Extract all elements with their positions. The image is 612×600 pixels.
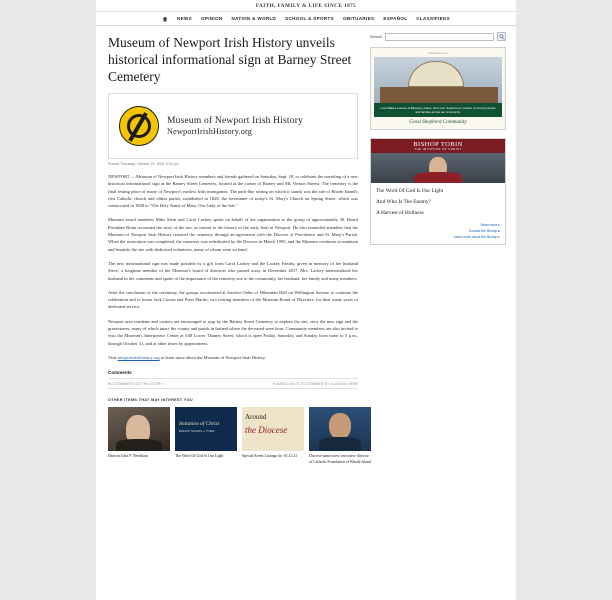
masthead	[96, 0, 516, 12]
comments-login-link[interactable]: PLEASE LOG IN TO COMMENT BY CLICKING HERE	[272, 381, 358, 386]
search-row	[370, 32, 506, 41]
related-item[interactable]	[242, 407, 304, 465]
footer-suffix: to learn more about the Museum of Newport Irish History.	[159, 354, 266, 360]
ad-body-text: Love Makes a Home of Blessing, Grace, and Love. Support our mission of serving seniors and families across our community.	[380, 106, 496, 115]
related-caption: The Word Of God Is Our Light	[175, 454, 224, 459]
ad-footer-text: Good Shepherd Community	[409, 119, 467, 126]
bishop-learn-more-link[interactable]: Learn more about the Bishop ▸	[453, 235, 500, 240]
nav-item-classifieds[interactable]: CLASSIFIEDS	[416, 16, 450, 21]
bishop-article-item[interactable]: And Who Is The Enemy?	[376, 199, 431, 206]
related-caption: Deacon John P. Needham	[108, 454, 148, 459]
article-paragraph-3: The new informational sign was made possible by a gift from Carol Lackey and the Lackey Family, given in memory of her husband Steve, a longtime member of the Museum's board of directors who passed away in December 2017. Mrs. Lackey memorialized her husband in her comments and spoke of the importance of the cemetery site to the community, her husband, her family and many members.	[108, 260, 358, 281]
related-heading: OTHER ITEMS THAT MAY INTEREST YOU	[108, 398, 193, 403]
article-page	[96, 0, 516, 600]
article-figure	[108, 93, 358, 159]
nav-item-nation-world[interactable]: NATION & WORLD	[231, 16, 277, 21]
nav-item-school-sports[interactable]: SCHOOL & SPORTS	[285, 16, 334, 21]
ad-photo	[374, 57, 502, 103]
related-thumbnail-deacon[interactable]	[108, 407, 170, 451]
search-input[interactable]	[385, 33, 494, 41]
museum-website-link[interactable]: newportirishhistory.org	[117, 354, 160, 360]
bishop-article-item[interactable]: The Word Of God Is Our Light	[376, 188, 444, 195]
ad-body	[374, 103, 502, 117]
museum-logo-text	[167, 116, 303, 137]
ad-kicker: Advertisement	[428, 51, 448, 55]
article-paragraph-5: Newport area residents and visitors are encouraged to stop by the Barney Street Cemetery to explore the site, view the new sign and the gravestones, many of which intact the county and parish in Ireland where the deceased were born. Community members are also invited to visit the Museum's Interpretive Center at 648 Lower Thames Street, which is open Friday, Saturday, and Sunday from noon to 5 p.m., through October 31, and at other times by appointment.	[108, 318, 358, 346]
footer-prefix: Visit	[108, 354, 118, 360]
nav-item-obituaries[interactable]: OBITUARIES	[343, 16, 375, 21]
nav-item-opinion[interactable]: OPINION	[200, 16, 223, 21]
bishop-header	[371, 139, 505, 153]
masthead-tagline: FAITH, FAMILY & LIFE SINCE 1875	[255, 2, 357, 9]
related-thumbnail-book[interactable]: Imitation of Christ BISHOP THOMAS J. TOBIN	[175, 407, 237, 451]
bishop-column-card	[370, 138, 506, 245]
museum-logo-line1: Museum of Newport Irish History	[167, 115, 304, 126]
sidebar-advertisement[interactable]	[370, 47, 506, 130]
bishop-contact-link[interactable]: Contact the Bishop ▸	[468, 229, 500, 234]
related-item[interactable]	[175, 407, 237, 465]
bishop-subtitle: THE IMITATION OF CHRIST	[414, 148, 462, 152]
related-grid	[108, 407, 371, 465]
nav-item-espanol[interactable]: ESPAÑOL	[383, 16, 408, 21]
related-item[interactable]	[108, 407, 170, 465]
related-caption: Special Event Listings for 10.21.21	[242, 454, 298, 459]
bishop-title: BISHOP TOBIN	[413, 141, 463, 149]
celtic-cross-icon	[119, 106, 159, 146]
related-thumbnail-around-diocese[interactable]: Around the Diocese	[242, 407, 304, 451]
bishop-links	[371, 222, 505, 244]
posted-timestamp: Posted Thursday, October 21, 2021 4:20 pm	[108, 162, 179, 166]
home-icon[interactable]	[162, 16, 168, 22]
related-caption: Diocese names new executive director of Catholic Foundation of Rhode Island	[309, 454, 371, 464]
article-column	[96, 32, 371, 465]
comments-empty-note: NO COMMENTS ON THIS STORY	[108, 381, 163, 386]
bishop-article-item[interactable]: A Harvest of Holiness	[376, 210, 424, 217]
sidebar	[368, 32, 516, 465]
page-content	[96, 26, 516, 465]
bishop-read-more-link[interactable]: Read more ▸	[480, 223, 500, 228]
article-paragraph-4: After the conclusion of the ceremony, the groups reconvened at Ancient Order of Hibernian Hall on Wellington Avenue to continue the celebration and to honor Jack Curran and Peter Martin, two retiring members of the Museum Board of Directors, for their many years of dedicated service.	[108, 289, 358, 310]
museum-logo	[113, 98, 353, 154]
nav-item-news[interactable]: NEWS	[177, 16, 192, 21]
article-footer-line	[108, 354, 358, 361]
comments-heading: Comments	[108, 370, 132, 376]
page-title: Museum of Newport Irish History unveils historical informational sign at Barney Street Cemetery	[108, 35, 352, 84]
bishop-photo	[371, 153, 505, 183]
article-paragraph-2: Museum board members Mike Slein and Carol Lackey spoke on behalf of the organization to the group of approximately 30. Board President Brian recounted the story of the site, as central to the history of the early Irish in Newport. He also reminded attendees that the Museum of Newport Irish History restored the cemetery through an agreement with the Diocese of Providence and St. Mary's Parish. When the restoration was completed, the cemetery was rededicated by the Diocese in March 1995, and the Museum continues to maintain and beautify the site with dedicated volunteers, many of whom were on hand.	[108, 217, 358, 252]
search-icon[interactable]	[497, 32, 506, 41]
comments-bar	[108, 378, 358, 389]
related-item[interactable]	[309, 407, 371, 465]
related-thumbnail-executive[interactable]	[309, 407, 371, 451]
search-label: Search	[370, 34, 383, 39]
bishop-article-list	[371, 183, 505, 222]
main-navigation[interactable]	[96, 12, 516, 26]
museum-logo-line2: NewportIrishHistory.org	[167, 126, 253, 136]
article-paragraph-1: NEWPORT — Museum of Newport Irish History members and friends gathered on Saturday, Sept. 18, to celebrate the unveiling of a new historical informational sign at the Barney Street Cemetery, located at the corner of Barney and Mt. Vernon Streets. The cemetery is the final resting place of many of Newport's earliest Irish immigrants. The park-like setting on which it stands was the site of Rhode Island's first Catholic church and oldest parish, established in 1828, the forerunner of today's St. Mary's Church on Spring Street, which was consecrated in 1848 to "The Holy Name of Mary, Our Lady of the Isle."	[108, 174, 358, 209]
